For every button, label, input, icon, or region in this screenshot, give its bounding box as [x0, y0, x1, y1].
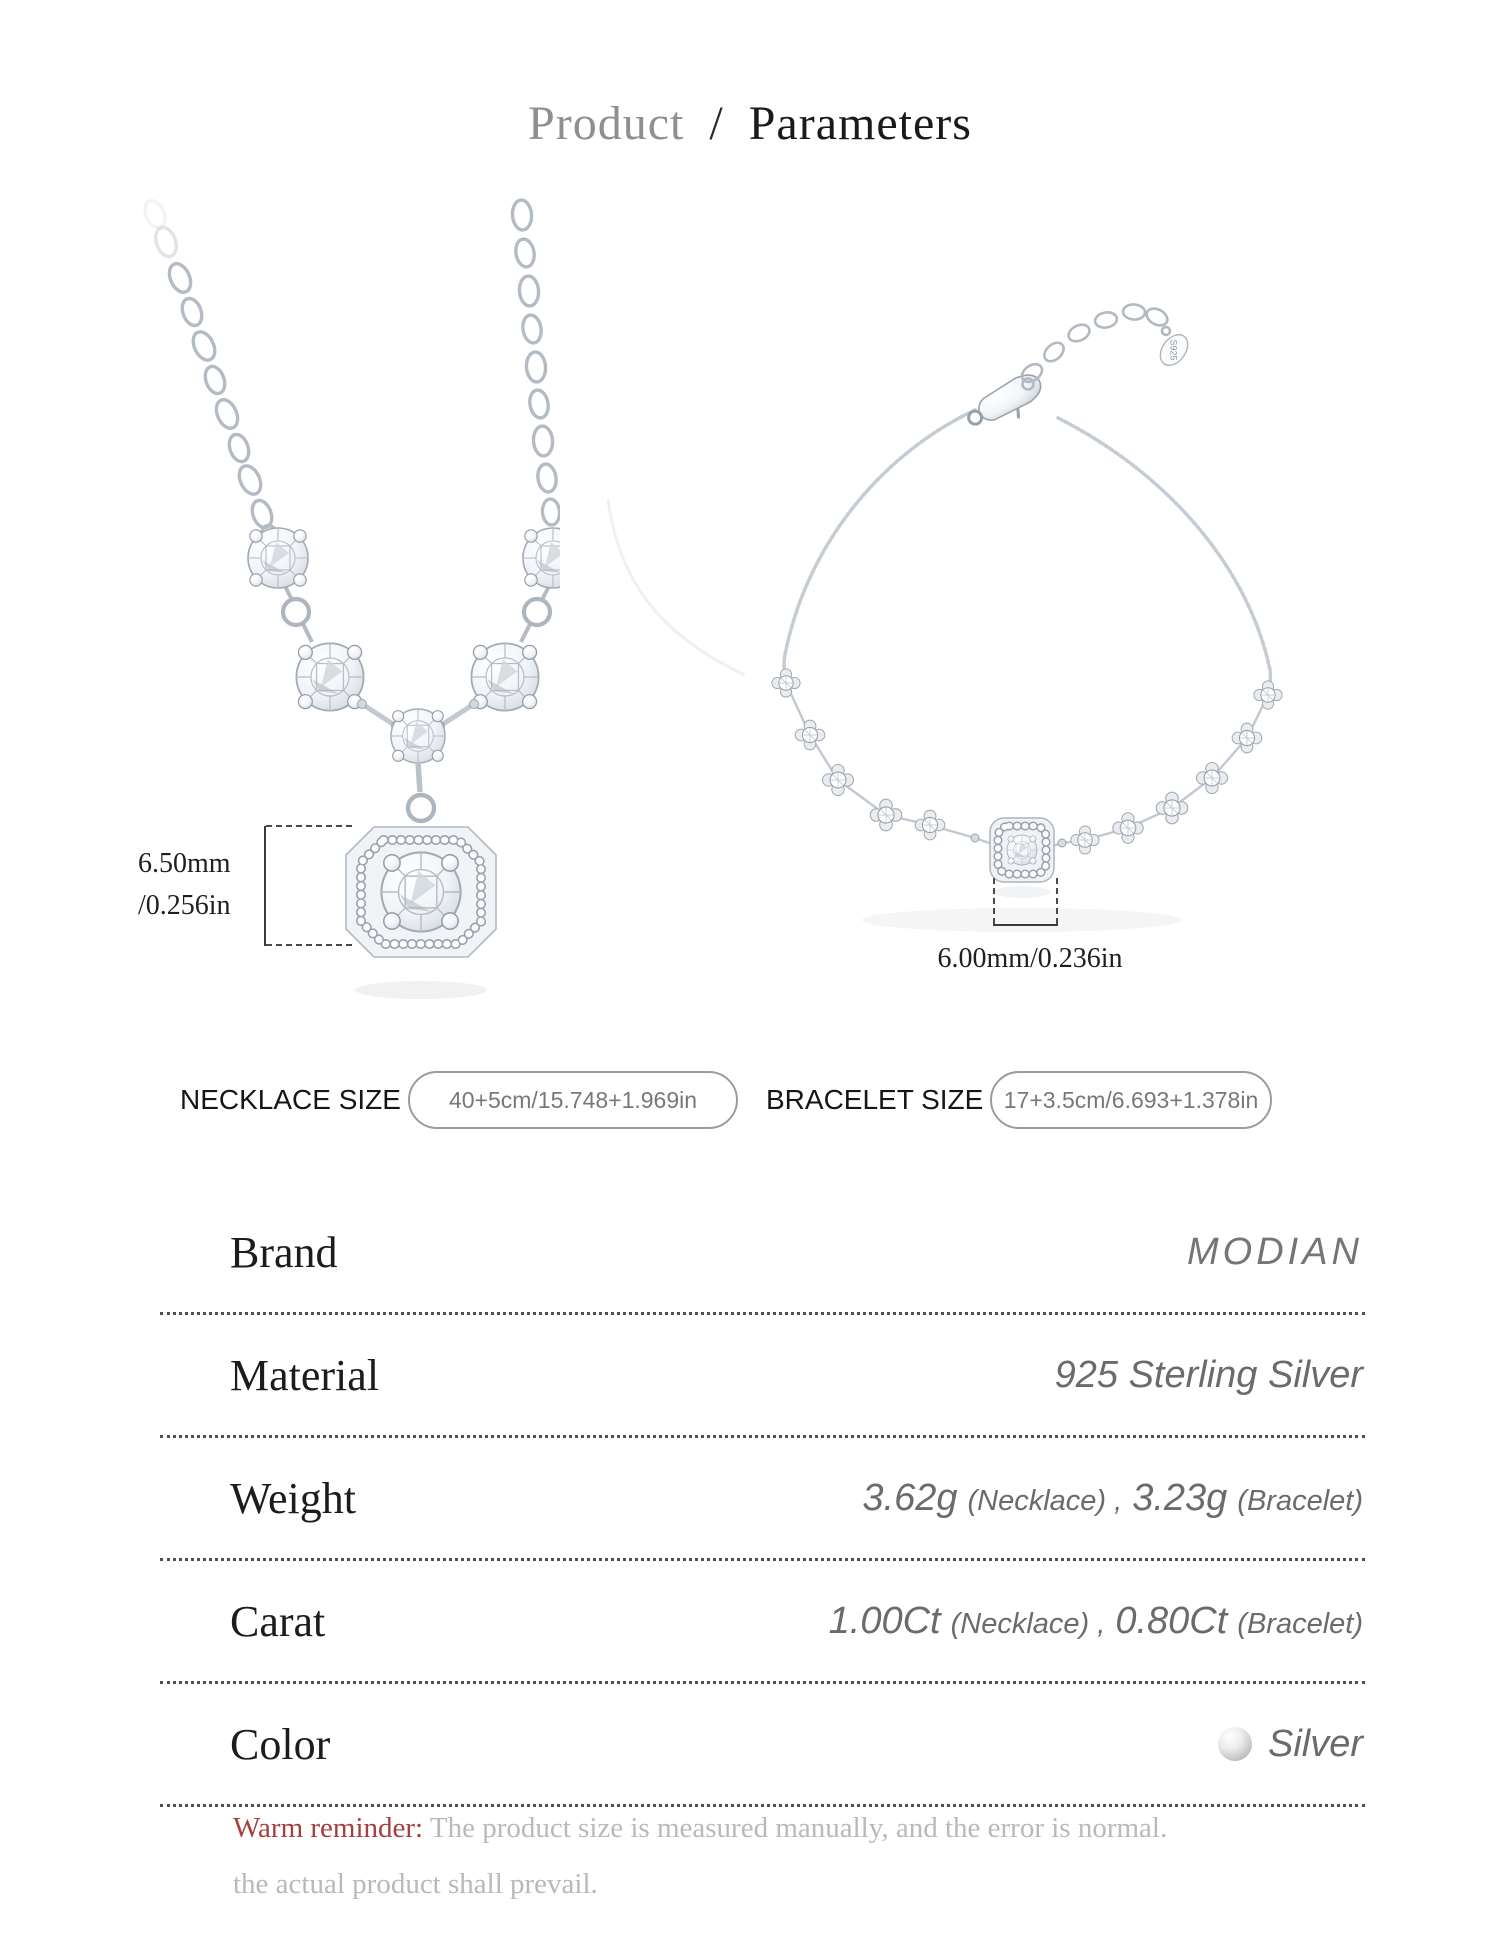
color-value-text: Silver	[1267, 1722, 1363, 1765]
page-title	[0, 96, 1500, 151]
spec-row-weight	[160, 1438, 1365, 1561]
value-part: (Bracelet)	[1237, 1607, 1363, 1640]
page-title-product: Product	[528, 97, 685, 150]
spec-label-carat: Carat	[230, 1596, 326, 1646]
necklace-stones	[248, 528, 560, 763]
spec-row-color	[160, 1684, 1365, 1807]
bracelet-rope-chain	[784, 410, 1270, 692]
s925-tag	[1155, 329, 1194, 370]
spec-row-carat	[160, 1561, 1365, 1684]
bracelet-faint-chain	[608, 500, 745, 675]
bracelet-measurement-label: 6.00mm/0.236in	[937, 943, 1123, 974]
warm-reminder-label: Warm reminder:	[233, 1812, 424, 1844]
warm-reminder-line1	[233, 1808, 1167, 1848]
spec-table	[160, 1192, 1365, 1807]
page-title-parameters: Parameters	[748, 97, 972, 150]
s925-tag-text: S925	[1168, 339, 1179, 361]
spec-value-material: 925 Sterling Silver	[1054, 1353, 1363, 1396]
bracelet-bracket-dash-left	[993, 878, 995, 924]
warm-reminder-text2: the actual product shall prevail.	[233, 1868, 598, 1900]
spec-label-brand: Brand	[230, 1227, 338, 1277]
value-part: 3.23g	[1132, 1476, 1228, 1519]
bracelet-bracket-dash-right	[1056, 878, 1058, 924]
pendant-bail	[408, 762, 434, 821]
necklace-bracket-line	[264, 826, 266, 946]
value-part: (Necklace) ,	[967, 1484, 1123, 1517]
necklace-size-label: NECKLACE SIZE	[180, 1084, 401, 1115]
spec-label-color: Color	[230, 1719, 331, 1769]
value-part: 0.80Ct	[1115, 1599, 1228, 1642]
pendant-halo-stone	[346, 827, 496, 999]
bracelet-center-stone	[990, 818, 1054, 898]
necklace-bracket-dash-bottom	[266, 944, 352, 946]
necklace-measurement-label	[138, 843, 231, 927]
bracelet-size-label: BRACELET SIZE	[766, 1084, 984, 1115]
value-part: (Necklace) ,	[950, 1607, 1106, 1640]
silver-color-swatch	[1218, 1727, 1252, 1761]
spec-value-brand: MODIAN	[1187, 1230, 1363, 1273]
spec-value-carat	[829, 1600, 1363, 1643]
page-title-separator: /	[709, 97, 724, 150]
value-part: 1.00Ct	[828, 1599, 941, 1642]
spec-value-weight	[862, 1477, 1363, 1520]
spec-row-material	[160, 1315, 1365, 1438]
bracelet-shadow	[862, 908, 1182, 932]
extension-chain	[1019, 304, 1171, 390]
necklace-bracket-dash-top	[266, 825, 352, 827]
warm-reminder-text1: The product size is measured manually, and the error is normal.	[429, 1812, 1168, 1844]
spec-label-material: Material	[230, 1350, 380, 1400]
bracelet-bracket-line	[993, 924, 1058, 926]
spec-label-weight: Weight	[230, 1473, 356, 1523]
necklace-chain-left	[141, 198, 284, 554]
necklace-links	[283, 584, 550, 642]
necklace-measurement-in: /0.256in	[138, 890, 231, 921]
necklace-measurement-mm: 6.50mm	[138, 848, 231, 879]
bracelet-photo	[580, 200, 1300, 980]
necklace-chain-right	[511, 199, 560, 525]
necklace-size-pill: 40+5cm/15.748+1.969in	[408, 1071, 738, 1129]
spec-value-color	[1218, 1723, 1363, 1766]
value-part: 3.62g	[862, 1476, 958, 1519]
bracelet-size-pill: 17+3.5cm/6.693+1.378in	[990, 1071, 1272, 1129]
warm-reminder-line2	[233, 1864, 598, 1904]
spec-row-brand	[160, 1192, 1365, 1315]
value-part: (Bracelet)	[1237, 1484, 1363, 1517]
